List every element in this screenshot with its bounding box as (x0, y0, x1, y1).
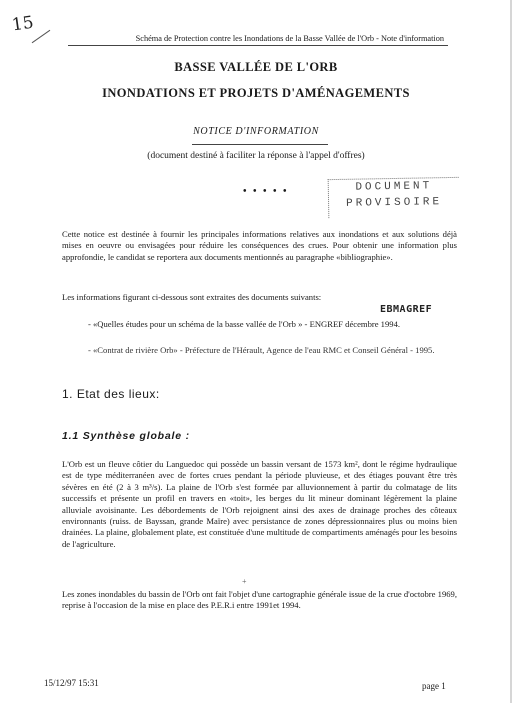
source-item: - «Quelles études pour un schéma de la basse vallée de l'Orb » - ENGREF décembre 1994. (88, 319, 401, 329)
sources-intro: Les informations figurant ci-dessous sont extraites des documents suivants: (62, 292, 322, 302)
document-title-line1: BASSE VALLÉE DE L'ORB (174, 60, 338, 74)
floodzones-paragraph: Les zones inondables du bassin de l'Orb ont fait l'objet d'une cartographie générale issue de la crue d'octobre 1969, reprise à l'occasion de la mise en place des P.E.R.i entre 1991et 1994. (62, 589, 457, 611)
subsection-heading: 1.1 Synthèse globale : (62, 430, 190, 442)
stamp-line2: PROVISOIRE (345, 196, 443, 210)
separator-dots: • • • • • (243, 186, 289, 197)
notice-underline (192, 144, 328, 145)
source-item: - «Contrat de rivière Orb» - Préfecture de l'Hérault, Agence de l'eau RMC et Conseil Général - 1995. (88, 345, 435, 355)
footer-page-number: page 1 (422, 681, 446, 691)
section-heading: 1. Etat des lieux: (62, 387, 160, 401)
provisional-stamp (328, 177, 460, 218)
document-title-line2: INONDATIONS ET PROJETS D'AMÉNAGEMENTS (102, 86, 410, 100)
notice-subtitle: (document destiné à faciliter la réponse à l'appel d'offres) (147, 151, 365, 161)
running-header: Schéma de Protection contre les Inondations de la Basse Vallée de l'Orb - Note d'information (135, 34, 444, 43)
notice-title: NOTICE D'INFORMATION (193, 126, 319, 137)
handwritten-page-number: 15 (10, 12, 35, 36)
handwritten-annotation: EBMAGREF (380, 304, 433, 315)
footer-date: 15/12/97 15:31 (44, 678, 99, 688)
synthesis-paragraph: L'Orb est un fleuve côtier du Languedoc qui possède un bassin versant de 1573 km², dont le régime hydraulique est de type méditerranéen avec de fortes crues pendant la période pluvieuse, et des étiages pouvant être très sévères en été (2 à 3 m³/s). La plaine de l'Orb s'est formée par alluvionnement à partir du colmatage de lits successifs et présente un profil en travers en «toit», les berges du lit mineur dominant légèrement la plaine alluviale avoisinante. Les débordements de l'Orb rejoignent ainsi des axes de drainage proches des côteaux environnants (ruiss. de Bayssan, grande Maïre) avec persistance de zones dépressionnaires plus ou moins bien drainées. La plaine, globalement plate, est constituée d'une multitude de compartiments aménagés pour les besoins de l'agriculture. (62, 459, 457, 549)
plus-mark: + (242, 577, 247, 586)
header-divider (68, 45, 448, 46)
intro-paragraph: Cette notice est destinée à fournir les principales informations relatives aux inondations et aux solutions déjà mises en oeuvre ou envisagées pour réduire les conséquences des crues. Pour obtenir une information plus approfondie, le candidat se reportera aux documents mentionnés au paragraphe «bibliographie». (62, 229, 457, 262)
stamp-line1: DOCUMENT (355, 180, 433, 194)
